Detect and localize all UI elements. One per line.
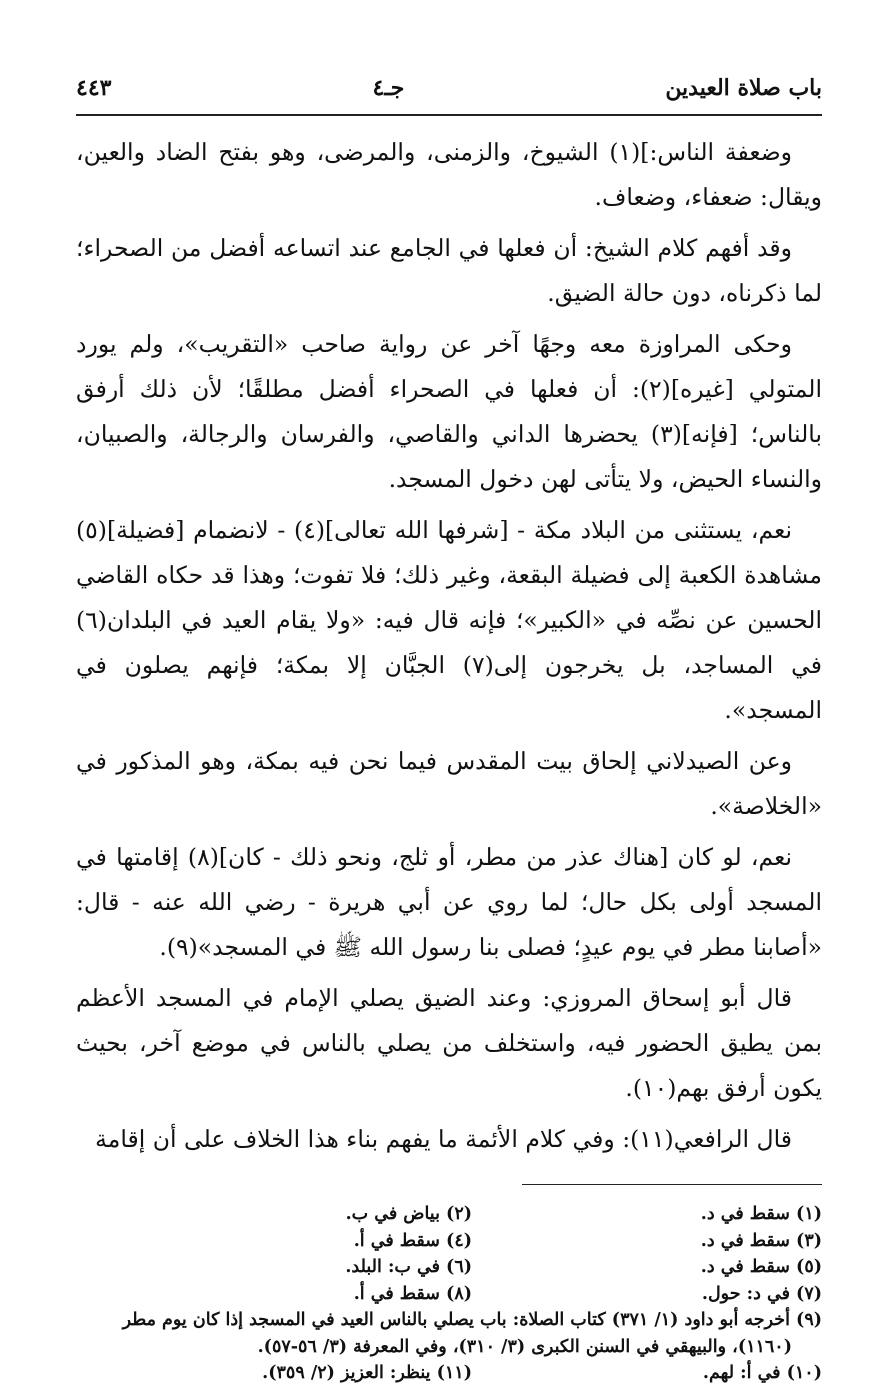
main-text [76, 130, 822, 1162]
paragraph: وعن الصيدلاني إلحاق بيت المقدس فيما نحن فيه بمكة، وهو المذكور في «الخلاصة». [76, 747, 822, 820]
paragraph: نعم، لو كان [هناك عذر من مطر، أو ثلج، ونحو ذلك - كان](٨) إقامتها في المسجد أولى بكل حال؛ لما روي عن أبي هريرة - رضي الله عنه - قال: «أصابنا مطر في يوم عيدٍ؛ فصلى بنا رسول الله ﷺ في المسجد»(٩). [76, 843, 822, 961]
footnote: (٤) سقط في أ. [353, 1230, 472, 1251]
paragraph: قال الرافعي(١١): وفي كلام الأئمة ما يفهم بناء هذا الخلاف على أن إقامة [95, 1125, 792, 1153]
footnote-row [76, 1360, 822, 1387]
paragraph: قال أبو إسحاق المروزي: وعند الضيق يصلي الإمام في المسجد الأعظم بمن يطيق الحضور فيه، واستخلف من يصلي بالناس في موضع آخر، بحيث يكون أرفق بهم(١٠). [76, 984, 822, 1102]
footnotes [76, 1201, 822, 1387]
page-number: ٤٤٣ [76, 75, 112, 101]
footnote-long [76, 1307, 822, 1360]
footnote-rule [522, 1184, 822, 1185]
header-rule [76, 114, 822, 116]
paragraph: وضعفة الناس:](١) الشيوخ، والزمنى، والمرضى، وهو بفتح الضاد والعين، ويقال: ضعفاء، وضعاف. [76, 138, 822, 211]
volume-label: جـ٤ [372, 75, 405, 101]
footnote: (٣) سقط في د. [700, 1230, 822, 1251]
paragraph: وقد أفهم كلام الشيخ: أن فعلها في الجامع عند اتساعه أفضل من الصحراء؛ لما ذكرناه، دون حالة الضيق. [76, 234, 822, 307]
book-page [76, 70, 822, 1387]
footnote: (١١) ينظر: العزيز (٢/ ٣٥٩). [262, 1363, 472, 1383]
footnote-row [76, 1281, 822, 1308]
footnote: (٩) أخرجه أبو داود (١/ ٣٧١) كتاب الصلاة: باب يصلي بالناس العيد في المسجد إذا كان يوم مطر [122, 1310, 822, 1330]
paragraph: نعم، يستثنى من البلاد مكة - [شرفها الله تعالى](٤) - لانضمام [فضيلة](٥) مشاهدة الكعبة إلى فضيلة البقعة، وغير ذلك؛ فلا تفوت؛ وهذا قد حكاه القاضي الحسين عن نصِّه في «الكبير»؛ فإنه قال فيه: «ولا يقام العيد في البلدان(٦) في المساجد، بل يخرجون إلى(٧) الجبَّان إلا بمكة؛ فإنهم يصلون في المسجد». [76, 516, 822, 724]
footnote: (٧) في د: حول. [701, 1283, 822, 1304]
footnote: (١٠) في أ: لهم. [702, 1363, 822, 1383]
footnote: (١) سقط في د. [700, 1204, 822, 1224]
chapter-title: باب صلاة العيدين [665, 75, 822, 101]
footnote-row [76, 1228, 822, 1255]
footnote: (٥) سقط في د. [700, 1257, 822, 1277]
footnote-continuation: (١١٦٠)، والبيهقي في السنن الكبرى (٣/ ٣١٠)، وفي المعرفة (٣/ ٥٦-٥٧). [257, 1336, 792, 1357]
footnote-row [76, 1201, 822, 1228]
footnote: (٨) سقط في أ. [353, 1283, 472, 1304]
paragraph: وحكى المراوزة معه وجهًا آخر عن رواية صاحب «التقريب»، ولم يورد المتولي [غيره](٢): أن فعلها في الصحراء أفضل مطلقًا؛ لأن ذلك أرفق بالناس؛ [فإنه](٣) يحضرها الداني والقاصي، والفرسان والرجالة، والصبيان، والنساء الحيض، ولا يتأتى لهن دخول المسجد. [76, 330, 822, 493]
footnote: (٢) بياض في ب. [345, 1204, 472, 1224]
footnote-row [76, 1254, 822, 1281]
running-header [76, 70, 822, 106]
footnote: (٦) في ب: البلد. [345, 1257, 472, 1277]
